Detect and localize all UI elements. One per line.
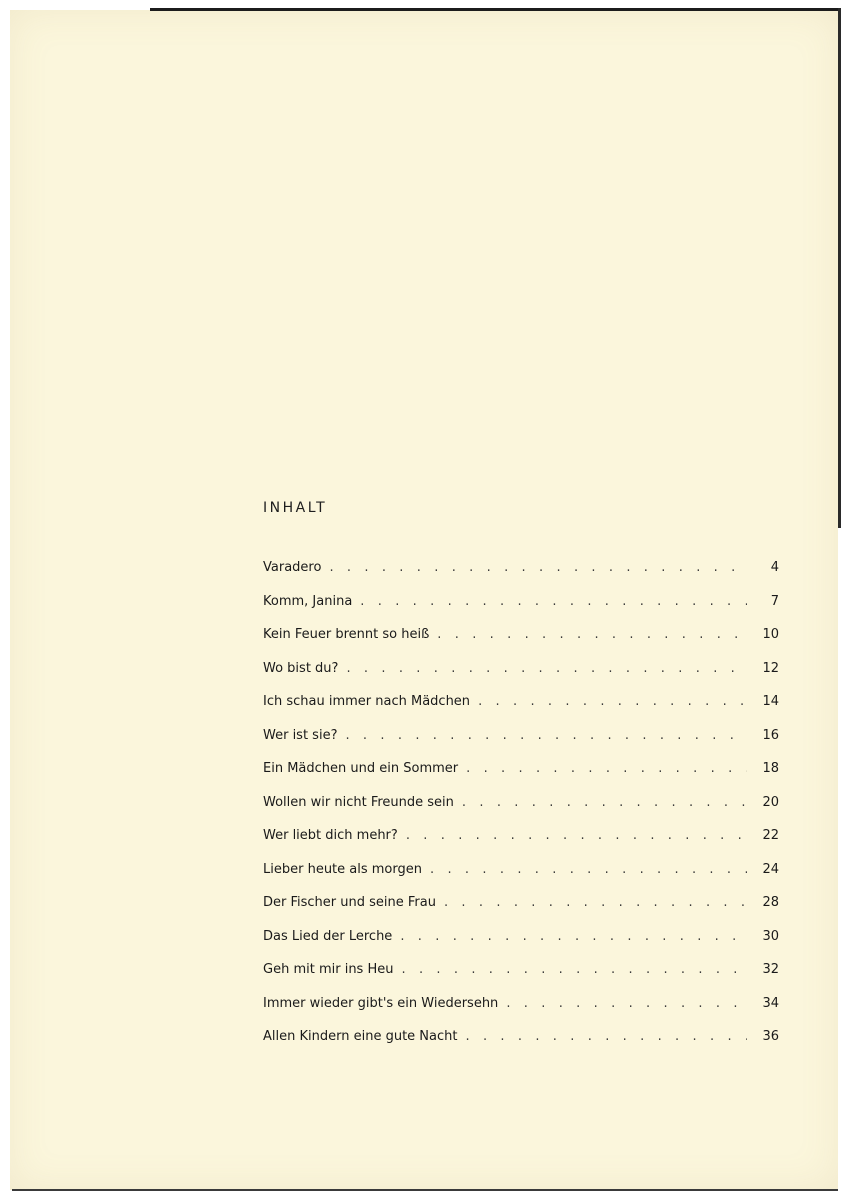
toc-entry-title: Wer ist sie? [263,727,338,743]
dot-leader [478,694,747,709]
table-of-contents [263,560,779,1063]
dot-leader [430,862,747,877]
toc-entry [263,929,779,963]
dot-leader [466,761,747,776]
toc-entry-title: Ich schau immer nach Mädchen [263,694,471,709]
toc-entry [263,795,779,829]
toc-entry [263,594,779,628]
toc-entry-page: 32 [762,962,779,977]
scan-edge-top [150,8,840,11]
dot-leader [400,929,747,944]
toc-entry-title: Lieber heute als morgen [263,861,422,877]
toc-entry-page: 14 [762,694,779,709]
toc-entry-title: Wollen wir nicht Freunde sein [263,794,454,810]
toc-entry-page: 4 [770,560,779,575]
toc-entry-page: 36 [762,1029,779,1044]
dot-leader [345,728,747,743]
dot-leader [329,560,747,575]
toc-entry [263,761,779,795]
toc-entry [263,828,779,862]
toc-entry [263,694,779,728]
toc-entry-title: Varadero [263,560,322,575]
toc-entry-page: 7 [770,593,779,609]
toc-entry-title: Geh mit mir ins Heu [263,962,394,977]
toc-entry-title: Der Fischer und seine Frau [263,895,436,910]
toc-entry [263,895,779,929]
scan-edge-bottom [12,1189,838,1191]
toc-entry-page: 30 [762,928,779,944]
dot-leader [401,962,747,977]
toc-entry-page: 18 [762,761,779,776]
toc-entry-page: 20 [762,794,779,810]
toc-entry-page: 16 [762,727,779,743]
toc-entry-title: Wo bist du? [263,660,339,676]
toc-entry-title: Komm, Janina [263,593,353,609]
toc-entry-title: Allen Kindern eine gute Nacht [263,1029,458,1044]
toc-entry-title: Immer wieder gibt's ein Wiedersehn [263,995,499,1011]
toc-entry [263,1029,779,1063]
dot-leader [444,895,747,910]
toc-entry [263,862,779,896]
toc-entry-page: 24 [762,861,779,877]
toc-entry [263,627,779,661]
dot-leader [346,661,747,676]
dot-leader [437,627,747,642]
contents-heading: INHALT [263,500,328,516]
toc-entry-title: Kein Feuer brennt so heiß [263,627,430,642]
toc-entry [263,962,779,996]
toc-entry-page: 22 [762,828,779,843]
toc-entry-title: Ein Mädchen und ein Sommer [263,761,459,776]
toc-entry-title: Wer liebt dich mehr? [263,828,398,843]
dot-leader [360,594,747,609]
toc-entry-page: 12 [762,660,779,676]
toc-entry-page: 34 [762,995,779,1011]
toc-entry-title: Das Lied der Lerche [263,928,393,944]
dot-leader [406,828,747,843]
dot-leader [506,996,747,1011]
dot-leader [465,1029,747,1044]
toc-entry-page: 10 [762,627,779,642]
toc-entry-page: 28 [762,895,779,910]
scan-edge-right [838,8,841,528]
dot-leader [462,795,747,810]
toc-entry [263,996,779,1030]
toc-entry [263,728,779,762]
toc-entry [263,560,779,594]
toc-entry [263,661,779,695]
